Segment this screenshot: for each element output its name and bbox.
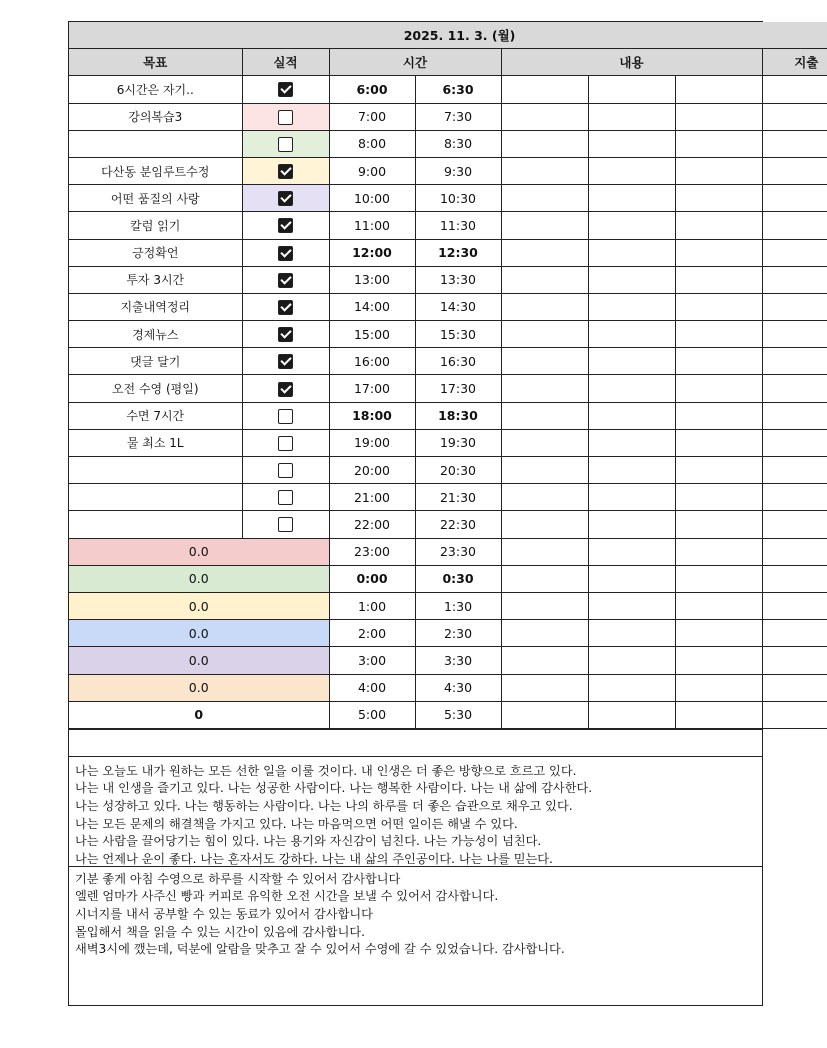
checkbox-checked[interactable] [278, 327, 293, 342]
start-time: 23:00 [329, 538, 415, 565]
start-time: 0:00 [329, 565, 415, 592]
content-cell[interactable] [675, 76, 762, 103]
content-cell[interactable] [675, 592, 762, 619]
start-time: 3:00 [329, 647, 415, 674]
schedule-table [69, 22, 827, 729]
end-time: 19:30 [415, 429, 501, 456]
goal-cell[interactable]: 댓글 달기 [69, 348, 242, 375]
schedule-row [69, 103, 827, 130]
goal-cell[interactable]: 다산동 분임루트수정 [69, 157, 242, 184]
end-time: 1:30 [415, 592, 501, 619]
date-title: 2025. 11. 3. (월) [69, 22, 827, 49]
expense-cell[interactable] [762, 293, 827, 320]
content-cell[interactable] [675, 239, 762, 266]
end-time: 16:30 [415, 348, 501, 375]
content-cell[interactable] [501, 103, 588, 130]
summary-value: 0.0 [69, 674, 329, 701]
start-time: 21:00 [329, 484, 415, 511]
content-cell[interactable] [501, 212, 588, 239]
checkbox-checked[interactable] [278, 218, 293, 233]
content-cell[interactable] [588, 76, 675, 103]
goal-cell[interactable] [69, 484, 242, 511]
summary-row [69, 592, 827, 619]
done-cell [242, 76, 329, 103]
content-cell[interactable] [501, 538, 588, 565]
end-time: 18:30 [415, 402, 501, 429]
schedule-row [69, 185, 827, 212]
content-cell[interactable] [675, 185, 762, 212]
content-cell[interactable] [588, 402, 675, 429]
goal-cell[interactable]: 강의복습3 [69, 103, 242, 130]
schedule-row [69, 484, 827, 511]
affirmation-line: 나는 성장하고 있다. 나는 행동하는 사람이다. 나는 나의 하루를 더 좋은 습관으로 채우고 있다. [75, 799, 573, 814]
done-cell [242, 484, 329, 511]
summary-value: 0.0 [69, 620, 329, 647]
done-header: 실적 [242, 49, 329, 76]
checkbox-checked[interactable] [278, 300, 293, 315]
schedule-row [69, 266, 827, 293]
summary-row [69, 565, 827, 592]
schedule-row [69, 511, 827, 538]
end-time: 11:30 [415, 212, 501, 239]
expense-cell[interactable] [762, 701, 827, 728]
done-cell [242, 239, 329, 266]
start-time: 13:00 [329, 266, 415, 293]
start-time: 8:00 [329, 130, 415, 157]
schedule-row [69, 429, 827, 456]
content-header: 내용 [501, 49, 762, 76]
affirmation-line: 나는 언제나 운이 좋다. 나는 혼자서도 강하다. 나는 내 삶의 주인공이다. 나는 나를 믿는다. [75, 851, 553, 866]
schedule-row [69, 212, 827, 239]
done-cell [242, 402, 329, 429]
summary-row [69, 674, 827, 701]
schedule-row [69, 157, 827, 184]
expense-cell[interactable] [762, 484, 827, 511]
content-cell[interactable] [588, 701, 675, 728]
checkbox-checked[interactable] [278, 382, 293, 397]
content-cell[interactable] [675, 348, 762, 375]
content-cell[interactable] [588, 185, 675, 212]
end-time: 22:30 [415, 511, 501, 538]
schedule-row [69, 402, 827, 429]
content-cell[interactable] [501, 620, 588, 647]
expense-cell[interactable] [762, 239, 827, 266]
checkbox-unchecked[interactable] [278, 137, 293, 152]
content-cell[interactable] [675, 457, 762, 484]
content-cell[interactable] [675, 157, 762, 184]
start-time: 11:00 [329, 212, 415, 239]
affirmation-line: 나는 사람을 끌어당기는 힘이 있다. 나는 용기와 자신감이 넘친다. 나는 가능성이 넘친다. [75, 834, 542, 849]
content-cell[interactable] [501, 402, 588, 429]
expense-cell[interactable] [762, 674, 827, 701]
schedule-row [69, 321, 827, 348]
checkbox-checked[interactable] [278, 164, 293, 179]
gratitude-line: 시너지를 내서 공부할 수 있는 동료가 있어서 감사합니다 [75, 907, 373, 922]
expense-cell[interactable] [762, 402, 827, 429]
start-time: 2:00 [329, 620, 415, 647]
content-cell[interactable] [588, 212, 675, 239]
end-time: 0:30 [415, 565, 501, 592]
content-cell[interactable] [675, 266, 762, 293]
goal-cell[interactable]: 물 최소 1L [69, 429, 242, 456]
content-cell[interactable] [675, 620, 762, 647]
summary-value: 0.0 [69, 565, 329, 592]
content-cell[interactable] [588, 565, 675, 592]
content-cell[interactable] [588, 538, 675, 565]
end-time: 7:30 [415, 103, 501, 130]
content-cell[interactable] [501, 647, 588, 674]
end-time: 14:30 [415, 293, 501, 320]
expense-header: 지출 [762, 49, 827, 76]
expense-cell[interactable] [762, 321, 827, 348]
checkbox-unchecked[interactable] [278, 436, 293, 451]
content-cell[interactable] [675, 103, 762, 130]
checkbox-checked[interactable] [278, 246, 293, 261]
content-cell[interactable] [501, 565, 588, 592]
expense-cell[interactable] [762, 565, 827, 592]
summary-row [69, 620, 827, 647]
content-cell[interactable] [675, 321, 762, 348]
daily-planner-sheet [68, 21, 819, 1006]
checkbox-unchecked[interactable] [278, 490, 293, 505]
content-cell[interactable] [588, 647, 675, 674]
expense-cell[interactable] [762, 457, 827, 484]
end-time: 21:30 [415, 484, 501, 511]
content-cell[interactable] [501, 592, 588, 619]
goal-cell[interactable] [69, 511, 242, 538]
expense-cell[interactable] [762, 130, 827, 157]
end-time: 8:30 [415, 130, 501, 157]
gratitude-line: 엘렌 엄마가 사주신 빵과 커피로 유익한 오전 시간을 보낼 수 있어서 감사합니다. [75, 889, 499, 904]
summary-row [69, 701, 827, 728]
done-cell [242, 321, 329, 348]
time-header: 시간 [329, 49, 501, 76]
start-time: 9:00 [329, 157, 415, 184]
expense-cell[interactable] [762, 348, 827, 375]
content-cell[interactable] [675, 484, 762, 511]
content-cell[interactable] [501, 130, 588, 157]
content-cell[interactable] [588, 375, 675, 402]
content-cell[interactable] [588, 484, 675, 511]
expense-cell[interactable] [762, 592, 827, 619]
goal-cell[interactable]: 어떤 품질의 사랑 [69, 185, 242, 212]
start-time: 16:00 [329, 348, 415, 375]
schedule-row [69, 457, 827, 484]
content-cell[interactable] [588, 293, 675, 320]
done-cell [242, 511, 329, 538]
end-time: 5:30 [415, 701, 501, 728]
done-cell [242, 103, 329, 130]
content-cell[interactable] [675, 647, 762, 674]
expense-cell[interactable] [762, 212, 827, 239]
content-cell[interactable] [501, 348, 588, 375]
checkbox-checked[interactable] [278, 273, 293, 288]
content-cell[interactable] [501, 239, 588, 266]
gratitude-line: 몰입해서 책을 읽을 수 있는 시간이 있음에 감사합니다. [75, 924, 366, 939]
content-cell[interactable] [501, 674, 588, 701]
checkbox-unchecked[interactable] [278, 463, 293, 478]
done-cell [242, 266, 329, 293]
expense-cell[interactable] [762, 647, 827, 674]
affirmation-line: 나는 모든 문제의 해결책을 가지고 있다. 나는 마음먹으면 어떤 일이든 해낼 수 있다. [75, 816, 518, 831]
done-cell [242, 293, 329, 320]
expense-cell[interactable] [762, 266, 827, 293]
expense-cell[interactable] [762, 103, 827, 130]
content-cell[interactable] [675, 511, 762, 538]
done-cell [242, 457, 329, 484]
header-row [69, 49, 827, 76]
content-cell[interactable] [588, 157, 675, 184]
blank-row [69, 729, 762, 757]
start-time: 18:00 [329, 402, 415, 429]
content-cell[interactable] [675, 565, 762, 592]
content-cell[interactable] [675, 674, 762, 701]
content-cell[interactable] [588, 592, 675, 619]
content-cell[interactable] [501, 429, 588, 456]
start-time: 1:00 [329, 592, 415, 619]
content-cell[interactable] [675, 701, 762, 728]
content-cell[interactable] [501, 701, 588, 728]
gratitude-line: 새벽3시에 깼는데, 덕분에 알람을 맞추고 잘 수 있어서 수영에 갈 수 있었습니다. 감사합니다. [75, 942, 565, 957]
content-cell[interactable] [588, 266, 675, 293]
goal-cell[interactable]: 긍정확언 [69, 239, 242, 266]
expense-cell[interactable] [762, 375, 827, 402]
goal-cell[interactable]: 경제뉴스 [69, 321, 242, 348]
goal-cell[interactable]: 지출내역정리 [69, 293, 242, 320]
end-time: 6:30 [415, 76, 501, 103]
content-cell[interactable] [588, 130, 675, 157]
schedule-row [69, 130, 827, 157]
content-cell[interactable] [588, 457, 675, 484]
end-time: 20:30 [415, 457, 501, 484]
schedule-row [69, 76, 827, 103]
goal-cell[interactable] [69, 130, 242, 157]
start-time: 7:00 [329, 103, 415, 130]
content-cell[interactable] [501, 185, 588, 212]
done-cell [242, 375, 329, 402]
content-cell[interactable] [501, 457, 588, 484]
content-cell[interactable] [675, 538, 762, 565]
done-cell [242, 130, 329, 157]
goal-cell[interactable]: 오전 수영 (평일) [69, 375, 242, 402]
goal-cell[interactable] [69, 457, 242, 484]
affirmation-line: 나는 오늘도 내가 원하는 모든 선한 일을 이룰 것이다. 내 인생은 더 좋은 방향으로 흐르고 있다. [75, 763, 577, 778]
start-time: 20:00 [329, 457, 415, 484]
content-cell[interactable] [501, 321, 588, 348]
content-cell[interactable] [588, 429, 675, 456]
expense-cell[interactable] [762, 76, 827, 103]
expense-cell[interactable] [762, 620, 827, 647]
end-time: 17:30 [415, 375, 501, 402]
content-cell[interactable] [588, 620, 675, 647]
start-time: 15:00 [329, 321, 415, 348]
content-cell[interactable] [588, 348, 675, 375]
affirmation-line: 나는 내 인생을 즐기고 있다. 나는 성공한 사람이다. 나는 행복한 사람이다. 나는 내 삶에 감사한다. [75, 781, 593, 796]
goal-cell[interactable]: 칼럼 읽기 [69, 212, 242, 239]
checkbox-checked[interactable] [278, 82, 293, 97]
content-cell[interactable] [501, 266, 588, 293]
checkbox-unchecked[interactable] [278, 409, 293, 424]
start-time: 4:00 [329, 674, 415, 701]
end-time: 13:30 [415, 266, 501, 293]
checkbox-checked[interactable] [278, 354, 293, 369]
content-cell[interactable] [588, 511, 675, 538]
content-cell[interactable] [588, 239, 675, 266]
content-cell[interactable] [501, 511, 588, 538]
summary-value: 0.0 [69, 538, 329, 565]
content-cell[interactable] [588, 321, 675, 348]
start-time: 12:00 [329, 239, 415, 266]
start-time: 10:00 [329, 185, 415, 212]
end-time: 12:30 [415, 239, 501, 266]
expense-cell[interactable] [762, 538, 827, 565]
schedule-row [69, 239, 827, 266]
goal-cell[interactable]: 수면 7시간 [69, 402, 242, 429]
summary-value: 0 [69, 701, 329, 728]
done-cell [242, 212, 329, 239]
start-time: 17:00 [329, 375, 415, 402]
schedule-row [69, 293, 827, 320]
content-cell[interactable] [501, 76, 588, 103]
summary-value: 0.0 [69, 592, 329, 619]
gratitude-section [69, 867, 762, 1005]
start-time: 5:00 [329, 701, 415, 728]
start-time: 6:00 [329, 76, 415, 103]
schedule-row [69, 348, 827, 375]
expense-cell[interactable] [762, 429, 827, 456]
content-cell[interactable] [675, 212, 762, 239]
start-time: 19:00 [329, 429, 415, 456]
content-cell[interactable] [588, 674, 675, 701]
start-time: 14:00 [329, 293, 415, 320]
end-time: 4:30 [415, 674, 501, 701]
gratitude-line: 기분 좋게 아침 수영으로 하루를 시작할 수 있어서 감사합니다 [75, 871, 401, 886]
content-cell[interactable] [675, 293, 762, 320]
summary-row [69, 647, 827, 674]
content-cell[interactable] [675, 375, 762, 402]
checkbox-checked[interactable] [278, 191, 293, 206]
checkbox-unchecked[interactable] [278, 517, 293, 532]
expense-cell[interactable] [762, 511, 827, 538]
done-cell [242, 429, 329, 456]
affirmation-section [69, 757, 762, 867]
content-cell[interactable] [675, 402, 762, 429]
expense-cell[interactable] [762, 157, 827, 184]
content-cell[interactable] [501, 484, 588, 511]
end-time: 3:30 [415, 647, 501, 674]
done-cell [242, 157, 329, 184]
content-cell[interactable] [675, 429, 762, 456]
goal-cell[interactable]: 6시간은 자기.. [69, 76, 242, 103]
content-cell[interactable] [588, 103, 675, 130]
summary-row [69, 538, 827, 565]
done-cell [242, 185, 329, 212]
end-time: 2:30 [415, 620, 501, 647]
start-time: 22:00 [329, 511, 415, 538]
summary-value: 0.0 [69, 647, 329, 674]
end-time: 10:30 [415, 185, 501, 212]
checkbox-unchecked[interactable] [278, 110, 293, 125]
end-time: 15:30 [415, 321, 501, 348]
schedule-row [69, 375, 827, 402]
content-cell[interactable] [501, 157, 588, 184]
goal-cell[interactable]: 투자 3시간 [69, 266, 242, 293]
content-cell[interactable] [675, 130, 762, 157]
end-time: 9:30 [415, 157, 501, 184]
content-cell[interactable] [501, 293, 588, 320]
expense-cell[interactable] [762, 185, 827, 212]
end-time: 23:30 [415, 538, 501, 565]
done-cell [242, 348, 329, 375]
content-cell[interactable] [501, 375, 588, 402]
goal-header: 목표 [69, 49, 242, 76]
